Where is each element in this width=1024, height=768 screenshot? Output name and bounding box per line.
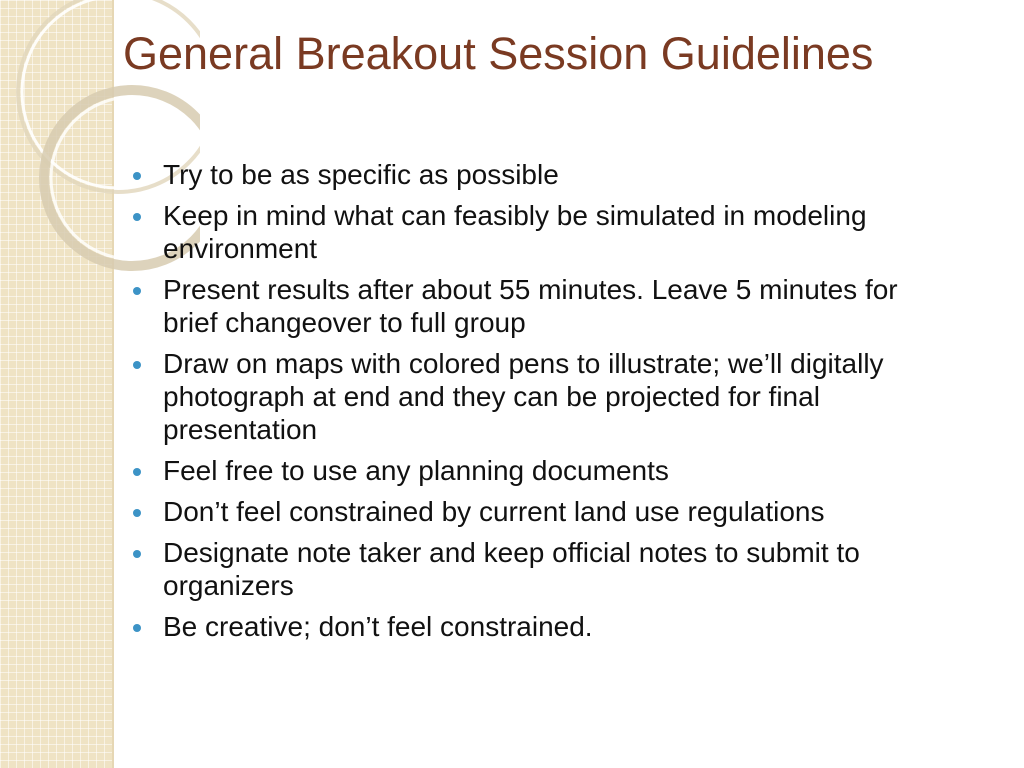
- bullet-item: [130, 158, 950, 191]
- bullet-icon: [133, 361, 141, 369]
- bullet-text: Present results after about 55 minutes. Leave 5 minutes for brief changeover to full group: [163, 274, 898, 338]
- bullet-icon: [133, 468, 141, 476]
- bullet-item: [130, 454, 950, 487]
- bullet-text: Be creative; don’t feel constrained.: [163, 611, 593, 642]
- bullet-icon: [133, 213, 141, 221]
- bullet-text: Try to be as specific as possible: [163, 159, 559, 190]
- slide-title: General Breakout Session Guidelines: [123, 28, 874, 79]
- bullet-list: [130, 158, 950, 651]
- bullet-text: Feel free to use any planning documents: [163, 455, 669, 486]
- bullet-item: [130, 199, 950, 265]
- bullet-icon: [133, 509, 141, 517]
- bullet-item: [130, 347, 950, 446]
- bullet-text: Keep in mind what can feasibly be simulated in modeling environment: [163, 200, 867, 264]
- bullet-icon: [133, 287, 141, 295]
- bullet-icon: [133, 624, 141, 632]
- bullet-text: Draw on maps with colored pens to illustrate; we’ll digitally photograph at end and they can be projected for final presentation: [163, 348, 884, 445]
- decorative-sidebar: [0, 0, 112, 768]
- bullet-item: [130, 536, 950, 602]
- bullet-icon: [133, 172, 141, 180]
- sidebar-divider: [112, 0, 114, 768]
- bullet-icon: [133, 550, 141, 558]
- bullet-item: [130, 610, 950, 643]
- bullet-item: [130, 273, 950, 339]
- bullet-text: Don’t feel constrained by current land use regulations: [163, 496, 825, 527]
- bullet-text: Designate note taker and keep official notes to submit to organizers: [163, 537, 860, 601]
- bullet-item: [130, 495, 950, 528]
